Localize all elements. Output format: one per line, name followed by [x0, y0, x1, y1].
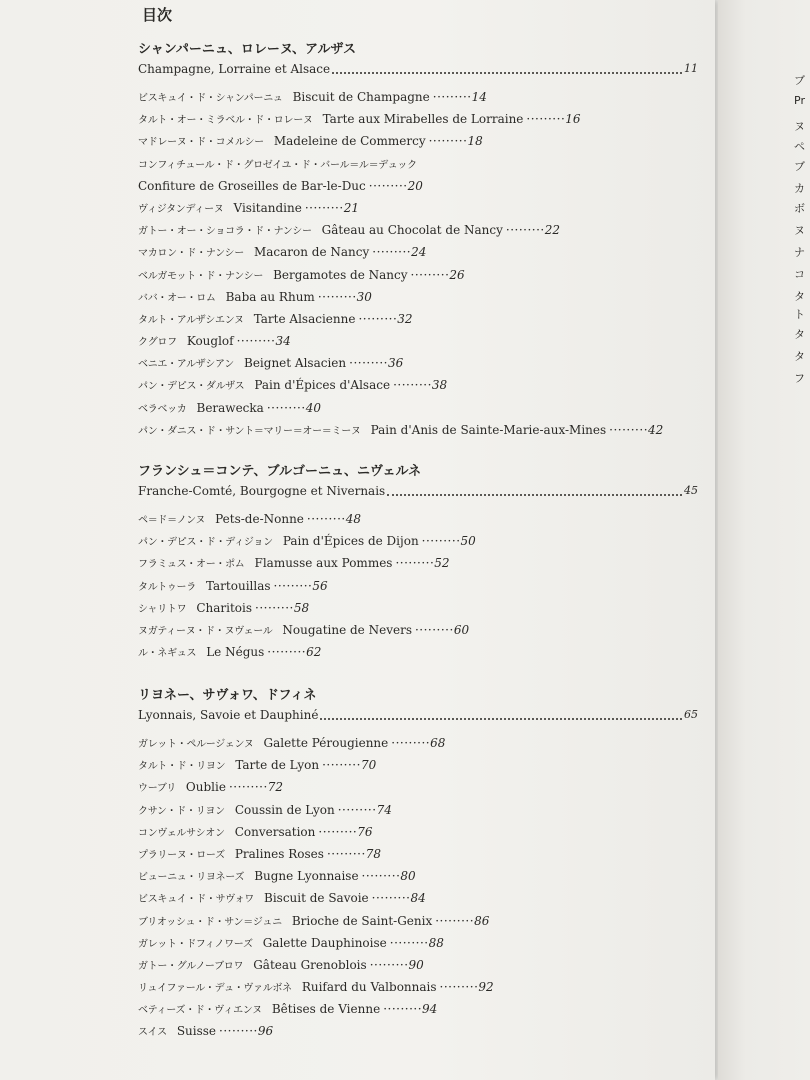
- entry-title-fr: Gâteau au Chocolat de Nancy: [321, 223, 503, 238]
- entry-title-jp: コンフィチュール・ド・グロゼイユ・ド・バール＝ル＝デュック: [138, 159, 417, 171]
- entry-leader-dots: ·········: [391, 736, 431, 750]
- entry-page-number: 40: [305, 400, 321, 415]
- entry-title-jp: パン・デピス・ダルザス: [138, 381, 245, 393]
- entry-title-jp: パン・デピス・ド・ディジョン: [138, 537, 273, 549]
- section-title-fr-row: [138, 60, 698, 78]
- entry-title-fr: Berawecka: [196, 400, 264, 415]
- list-item: [138, 641, 698, 663]
- entry-page-number: 68: [430, 736, 446, 750]
- next-page-fragment: タ: [794, 328, 805, 341]
- entry-title-fr: Galette Pérougienne: [263, 736, 389, 750]
- next-page-fragment: ブ: [794, 74, 805, 87]
- entry-title-jp: マドレーヌ・ド・コメルシー: [138, 137, 264, 149]
- list-item: [138, 419, 698, 441]
- entry-title-jp: ベルガモット・ド・ナンシー: [138, 270, 264, 282]
- entry-title-jp: パン・ダニス・ド・サント＝マリー＝オー＝ミーヌ: [138, 425, 361, 437]
- next-page-fragment: カ: [794, 182, 805, 195]
- entry-leader-dots: ·········: [383, 1002, 423, 1017]
- entry-page-number: 26: [449, 267, 465, 282]
- section-page-number: 11: [684, 62, 698, 75]
- entry-leader-dots: ·········: [368, 178, 408, 193]
- entry-leader-dots: ·········: [326, 846, 366, 861]
- entry-title-jp: ベラベッカ: [138, 403, 187, 415]
- entry-page-number: 94: [422, 1002, 438, 1017]
- section-title-fr-row: [138, 706, 698, 724]
- entry-leader-dots: ·········: [318, 824, 358, 839]
- entry-leader-dots: ·········: [228, 780, 268, 795]
- entry-title-fr: Nougatine de Nevers: [282, 622, 412, 637]
- entry-page-number: 90: [408, 957, 424, 972]
- entry-leader-dots: ·········: [505, 223, 545, 238]
- entry-leader-dots: ·········: [393, 378, 432, 393]
- entry-leader-dots: ·········: [255, 600, 294, 615]
- toc-section-lyonnais: [138, 686, 698, 1043]
- entry-title-jp: ビスキュイ・ド・シャンパーニュ: [138, 93, 283, 104]
- entry-page-number: 32: [397, 311, 413, 326]
- list-item: [138, 776, 698, 798]
- entry-leader-dots: ·········: [435, 913, 475, 928]
- entry-leader-dots: ·········: [421, 534, 461, 549]
- list-item: [138, 374, 698, 396]
- entry-title-fr: Bêtises de Vienne: [271, 1002, 381, 1017]
- entry-leader-dots: ·········: [432, 90, 472, 104]
- entry-leader-dots: ·········: [361, 869, 401, 884]
- entry-title-jp: タルト・オー・ミラベル・ド・ロレーヌ: [138, 115, 313, 127]
- entry-title-fr: Tarte Alsacienne: [253, 311, 356, 326]
- list-item: [138, 397, 698, 419]
- entry-page-number: 24: [411, 245, 427, 260]
- section-leader-dots: [320, 718, 682, 720]
- entry-title-jp: ガレット・ドフィノワーズ: [138, 938, 253, 950]
- next-page-fragment: ブ: [794, 160, 805, 173]
- entry-page-number: 84: [410, 891, 426, 906]
- entry-title-fr: Kouglof: [186, 334, 234, 349]
- entry-title-jp: ビスキュイ・ド・サヴォワ: [138, 894, 254, 906]
- toc-section-franche-comte: [138, 462, 698, 663]
- entry-title-jp: ビューニュ・リヨネーズ: [138, 872, 245, 884]
- entry-page-number: 56: [312, 578, 328, 593]
- entry-title-fr: Bergamotes de Nancy: [273, 267, 408, 282]
- entry-title-fr: Pain d'Anis de Sainte-Marie-aux-Mines: [370, 422, 607, 437]
- entry-page-number: 76: [357, 824, 373, 839]
- entry-page-number: 70: [360, 758, 377, 773]
- next-page-fragment: ペ: [794, 140, 805, 153]
- entry-title-fr: Pain d'Épices de Dijon: [282, 534, 419, 549]
- entry-leader-dots: ·········: [267, 645, 307, 660]
- entry-title-fr: Baba au Rhum: [225, 289, 315, 304]
- entry-page-number: 38: [431, 378, 448, 393]
- entry-title-jp: タルト・アルザシエンヌ: [138, 314, 244, 326]
- entry-page-number: 86: [474, 913, 490, 928]
- list-item: [138, 998, 698, 1020]
- next-page-fragment: Pr: [794, 94, 805, 107]
- entry-page-number: 74: [376, 802, 392, 817]
- entry-leader-dots: ·········: [266, 400, 306, 415]
- entry-title-fr: Visitandine: [233, 200, 302, 215]
- entry-title-jp: タルト・ド・リヨン: [138, 761, 226, 773]
- entry-leader-dots: ·········: [410, 267, 450, 282]
- entry-page-number: 21: [343, 200, 359, 215]
- entry-page-number: 52: [434, 556, 450, 571]
- entry-page-number: 22: [544, 223, 561, 238]
- entry-title-fr: Pain d'Épices d'Alsace: [254, 378, 391, 393]
- list-item: [138, 976, 698, 998]
- entry-page-number: 20: [407, 178, 423, 193]
- list-item: [138, 799, 698, 821]
- entry-title-fr: Pets-de-Nonne: [215, 512, 304, 526]
- section-page-number: 65: [684, 708, 698, 721]
- list-item: [138, 1020, 698, 1042]
- entry-title-jp: コンヴェルサシオン: [138, 827, 225, 839]
- next-page-fragment: ヌ: [794, 224, 805, 237]
- entry-list: [138, 508, 698, 663]
- next-page-fragment: タ: [794, 290, 805, 303]
- entry-page-number: 80: [400, 869, 416, 884]
- entry-title-jp: ベティーズ・ド・ヴィエンヌ: [138, 1005, 262, 1017]
- section-title-jp: シャンパーニュ、ロレーヌ、アルザス: [138, 42, 357, 57]
- entry-leader-dots: ·········: [337, 802, 377, 817]
- section-page-number: 45: [684, 484, 698, 497]
- entry-title-fr: Galette Dauphinoise: [262, 935, 387, 950]
- entry-leader-dots: ·········: [317, 289, 357, 304]
- entry-leader-dots: ·········: [389, 935, 429, 950]
- entry-title-fr: Le Négus: [206, 645, 265, 660]
- entry-title-jp: ル・ネギュス: [138, 648, 197, 660]
- next-page-fragment: コ: [794, 268, 805, 281]
- entry-leader-dots: ·········: [306, 512, 346, 526]
- list-item: [138, 108, 698, 130]
- entry-title-jp: ウーブリ: [138, 783, 176, 795]
- entry-leader-dots: ·········: [526, 112, 566, 127]
- entry-title-fr: Charitois: [196, 600, 252, 615]
- next-page-fragment: タ: [794, 350, 805, 363]
- section-title-fr-row: [138, 482, 698, 500]
- entry-leader-dots: ·········: [439, 980, 479, 995]
- entry-title-fr: Tartouillas: [205, 578, 271, 593]
- entry-leader-dots: ·········: [414, 622, 454, 637]
- list-item: [138, 932, 698, 954]
- list-item: [138, 619, 698, 641]
- entry-page-number: 60: [453, 622, 470, 637]
- section-title-fr: Franche-Comté, Bourgogne et Nivernais: [138, 484, 386, 498]
- list-item: [138, 175, 698, 197]
- entry-page-number: 42: [648, 422, 664, 437]
- entry-title-jp: タルトゥーラ: [138, 581, 196, 593]
- entry-page-number: 16: [565, 112, 581, 127]
- next-page-edge: [718, 0, 810, 1080]
- entry-title-jp: ババ・オー・ロム: [138, 292, 216, 304]
- list-item: [138, 910, 698, 932]
- list-item: [138, 508, 698, 530]
- entry-leader-dots: ·········: [304, 200, 344, 215]
- next-page-fragment: フ: [794, 372, 805, 385]
- entry-title-fr: Madeleine de Commercy: [273, 134, 426, 149]
- entry-page-number: 50: [460, 534, 476, 549]
- entry-title-fr: Macaron de Nancy: [253, 245, 370, 260]
- list-item: [138, 954, 698, 976]
- entry-title-fr: Tarte de Lyon: [235, 758, 320, 773]
- list-item: [138, 887, 698, 909]
- list-item: [138, 821, 698, 843]
- entry-title-fr: Flamusse aux Pommes: [254, 556, 393, 571]
- entry-title-fr: Confiture de Groseilles de Bar-le-Duc: [138, 178, 366, 193]
- list-item: [138, 843, 698, 865]
- entry-page-number: 88: [428, 935, 444, 950]
- entry-title-fr: Suisse: [176, 1024, 217, 1039]
- entry-leader-dots: ·········: [349, 356, 388, 371]
- next-page-fragment: ト: [794, 308, 805, 321]
- entry-title-jp: ガレット・ペルージェンヌ: [138, 739, 254, 750]
- list-item: [138, 153, 698, 175]
- list-item: [138, 552, 698, 574]
- entry-page-number: 78: [365, 846, 382, 861]
- entry-page-number: 36: [387, 356, 404, 371]
- entry-title-fr: Beignet Alsacien: [244, 356, 347, 371]
- entry-title-jp: スイス: [138, 1027, 167, 1039]
- entry-title-jp: ペ＝ド＝ノンヌ: [138, 515, 206, 526]
- entry-leader-dots: ·········: [273, 578, 313, 593]
- entry-title-jp: ブリオッシュ・ド・サン＝ジュニ: [138, 916, 282, 928]
- entry-page-number: 58: [293, 600, 310, 615]
- entry-title-fr: Pralines Roses: [234, 846, 324, 861]
- entry-leader-dots: ·········: [236, 334, 276, 349]
- list-item: [138, 286, 698, 308]
- next-page-fragment: ヌ: [794, 120, 805, 133]
- entry-page-number: 92: [478, 980, 494, 995]
- entry-title-fr: Bugne Lyonnaise: [254, 869, 359, 884]
- entry-title-fr: Brioche de Saint-Genix: [291, 913, 433, 928]
- entry-title-fr: Conversation: [234, 824, 316, 839]
- entry-title-fr: Gâteau Grenoblois: [253, 957, 367, 972]
- entry-title-jp: フラミュス・オー・ポム: [138, 559, 245, 571]
- section-title-jp: リヨネー、サヴォワ、ドフィネ: [138, 688, 317, 703]
- entry-title-jp: クグロフ: [138, 337, 177, 349]
- entry-leader-dots: ·········: [372, 245, 412, 260]
- list-item: [138, 865, 698, 887]
- entry-page-number: 62: [306, 645, 322, 660]
- list-item: [138, 308, 698, 330]
- entry-title-jp: ヌガティーヌ・ド・ヌヴェール: [138, 625, 273, 637]
- next-page-fragment: ボ: [794, 202, 805, 215]
- entry-title-jp: マカロン・ド・ナンシー: [138, 248, 244, 260]
- list-item: [138, 575, 698, 597]
- entry-leader-dots: ·········: [369, 957, 409, 972]
- section-leader-dots: [332, 72, 682, 74]
- entry-title-fr: Ruifard du Valbonnais: [301, 980, 437, 995]
- entry-title-jp: クサン・ド・リヨン: [138, 805, 225, 817]
- entry-leader-dots: ·········: [219, 1024, 258, 1039]
- entry-leader-dots: ·········: [395, 556, 435, 571]
- entry-leader-dots: ·········: [428, 134, 468, 149]
- next-page-fragment: ナ: [794, 246, 805, 259]
- entry-title-fr: Tarte aux Mirabelles de Lorraine: [322, 112, 524, 127]
- entry-title-jp: リュイファール・デュ・ヴァルボネ: [138, 983, 292, 995]
- entry-page-number: 48: [345, 512, 362, 526]
- entry-title-fr: Biscuit de Champagne: [292, 90, 430, 104]
- entry-leader-dots: ·········: [609, 422, 649, 437]
- list-item: [138, 86, 698, 108]
- entry-list: [138, 732, 698, 1043]
- entry-title-fr: Oublie: [185, 780, 226, 795]
- toc-section-champagne: [138, 40, 698, 441]
- entry-page-number: 72: [267, 780, 284, 795]
- list-item: [138, 264, 698, 286]
- entry-title-fr: Coussin de Lyon: [234, 802, 335, 817]
- list-item: [138, 530, 698, 552]
- section-title-jp: フランシュ＝コンテ、ブルゴーニュ、ニヴェルネ: [138, 464, 422, 479]
- list-item: [138, 732, 698, 754]
- list-item: [138, 352, 698, 374]
- entry-title-jp: ヴィジタンディーヌ: [138, 203, 224, 215]
- entry-page-number: 18: [467, 134, 483, 149]
- section-leader-dots: [387, 494, 682, 496]
- entry-title-jp: ベニエ・アルザシアン: [138, 359, 234, 371]
- list-item: [138, 219, 698, 241]
- list-item: [138, 197, 698, 219]
- list-item: [138, 241, 698, 263]
- list-item: [138, 754, 698, 776]
- section-title-fr: Champagne, Lorraine et Alsace: [138, 62, 331, 76]
- entry-page-number: 96: [257, 1024, 274, 1039]
- entry-title-jp: ガトー・オー・ショコラ・ド・ナンシー: [138, 226, 312, 238]
- entry-leader-dots: ·········: [371, 891, 411, 906]
- entry-title-jp: シャリトワ: [138, 603, 187, 615]
- entry-page-number: 34: [275, 334, 291, 349]
- entry-title-jp: ガトー・グルノーブロワ: [138, 960, 244, 972]
- entry-leader-dots: ·········: [322, 758, 361, 773]
- entry-list: [138, 86, 698, 441]
- list-item: [138, 597, 698, 619]
- entry-page-number: 30: [356, 289, 372, 304]
- entry-page-number: 14: [471, 90, 487, 104]
- list-item: [138, 330, 698, 352]
- page-title: 目次: [142, 6, 173, 24]
- entry-title-fr: Biscuit de Savoie: [264, 891, 369, 906]
- list-item: [138, 130, 698, 152]
- entry-title-jp: プラリーヌ・ローズ: [138, 849, 225, 861]
- entry-leader-dots: ·········: [358, 311, 398, 326]
- section-title-fr: Lyonnais, Savoie et Dauphiné: [138, 708, 319, 722]
